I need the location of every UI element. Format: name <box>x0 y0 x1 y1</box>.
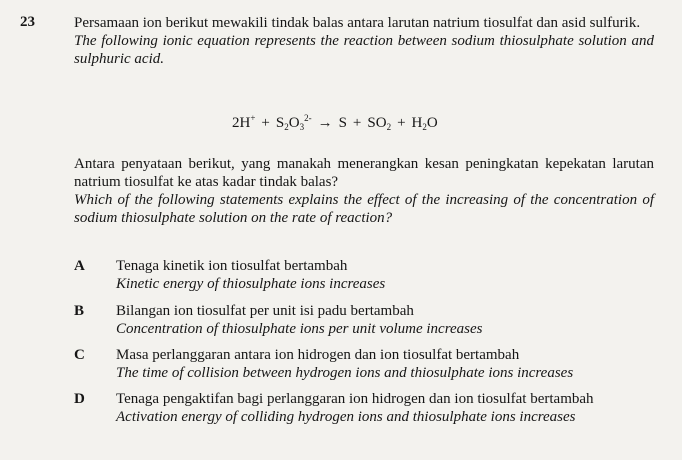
prompt-malay: Antara penyataan berikut, yang manakah menerangkan kesan peningkatan kepekatan larutan natrium tiosulfat ke atas kadar tindak balas? <box>74 156 654 190</box>
option-b[interactable] <box>74 302 654 338</box>
option-text-malay: Tenaga kinetik ion tiosulfat bertambah <box>116 258 348 274</box>
question-prompt <box>74 155 654 227</box>
option-letter: C <box>74 347 85 363</box>
option-text-english: Concentration of thiosulphate ions per unit volume increases <box>116 321 483 337</box>
eq-product-so2: $SO_2$ <box>367 115 392 132</box>
option-d[interactable] <box>74 390 654 426</box>
eq-arrow: → <box>317 115 333 131</box>
stem-english: The following ionic equation represents the reaction between sodium thiosulphate solution and sulphuric acid. <box>74 33 654 67</box>
option-c[interactable] <box>74 346 654 382</box>
ionic-equation <box>232 113 438 132</box>
option-text-malay: Bilangan ion tiosulfat per unit isi padu bertambah <box>116 303 414 319</box>
option-text-english: Kinetic energy of thiosulphate ions increases <box>116 276 386 292</box>
question-stem <box>74 14 654 68</box>
option-letter: A <box>74 258 85 274</box>
eq-plus-reactants: + <box>261 115 270 131</box>
eq-product-sulphur: S <box>338 115 347 131</box>
option-text-english: Activation energy of colliding hydrogen ions and thiosulphate ions increases <box>116 409 576 425</box>
option-letter: D <box>74 391 85 407</box>
option-text-malay: Masa perlanggaran antara ion hidrogen dan ion tiosulfat bertambah <box>116 347 520 363</box>
eq-reactant-hydrogen: 2H+ <box>232 113 256 131</box>
eq-plus-1: + <box>352 115 362 131</box>
eq-reactant-thiosulphate: $S_2O_3^{2-}$ <box>275 113 312 132</box>
prompt-english: Which of the following statements explains the effect of the increasing of the concentration of sodium thiosulphate solution on the rate of reaction? <box>74 192 654 226</box>
option-text-english: The time of collision between hydrogen ions and thiosulphate ions increases <box>116 365 574 381</box>
eq-product-water: $H_2O$ <box>411 115 438 132</box>
option-letter: B <box>74 303 85 319</box>
eq-plus-2: + <box>397 115 406 131</box>
option-text-malay: Tenaga pengaktifan bagi perlanggaran ion hidrogen dan ion tiosulfat bertambah <box>116 391 594 407</box>
stem-malay: Persamaan ion berikut mewakili tindak balas antara larutan natrium tiosulfat dan asid sulfurik. <box>74 15 641 31</box>
option-a[interactable] <box>74 257 654 293</box>
question-number: 23 <box>20 14 35 30</box>
